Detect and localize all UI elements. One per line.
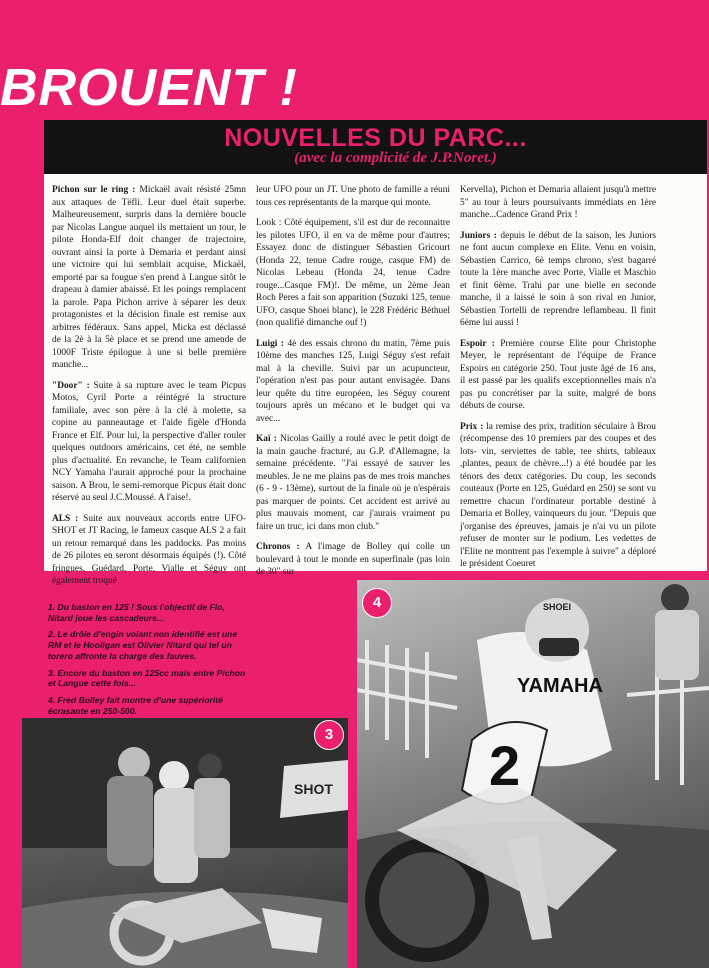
photo4-number: 2 [489, 734, 521, 797]
paragraph-text: Mickaël avait résisté 25mn aux attaques de Tëfli. Leur duel était superbe. Malheureusement, surpris dans la dernière boucle par Nicolas Langue auquel ils mettaient un tour, le pilote Honda-Elf doit changer de trajectoire, ouvrant ainsi la porte à Demaria et perdant ainsi une victoire qui lui semblait acquise, Mickaël, emporté par sa fougue s'en prend à Langue sitôt le drapeau à damier abaissé. Et les poings remplacent la parole. Papa Pichon arrive à séparer les deux protagonistes et la décision finale est remise aux arbitres fédéraux. Sans appel, Micka est déclassé de la 2è à la 5è place et se prend une amende de 1000F Triste épilogue à une si belle première manche... [52, 185, 246, 370]
photo4-badge: 4 [362, 588, 392, 618]
article-box [44, 120, 707, 586]
article-paragraph [256, 433, 450, 533]
paragraph-lead: "Door" : [52, 380, 90, 391]
paragraph-lead: ALS : [52, 513, 79, 524]
paragraph-text: Kervella), Pichon et Demaria allaient jusqu'à mettre 5" au tour à leurs poursuivants immédiats en 1ère manche...Cadence Grand Prix ! [460, 185, 656, 220]
photo3-sign-text: SHOT [294, 781, 333, 797]
paragraph-lead: Espoir : [460, 338, 495, 349]
photo3-badge: 3 [314, 720, 344, 750]
article-paragraph [256, 184, 450, 209]
paragraph-lead: Juniors : [460, 230, 497, 241]
article-paragraph [52, 184, 246, 372]
photo-pichon-langue [22, 718, 348, 968]
paragraph-text: A l'image de Bolley qui colle un boulevard à tout le monde en superfinale (pas loin de 30" sur [256, 542, 450, 577]
article-paragraph [460, 230, 656, 330]
caption-1: 1. Du baston en 125 ! Sous l'objectif de Flo, Nitard joue les cascadeurs... [48, 602, 225, 623]
article-title: NOUVELLES DU PARC... [224, 124, 527, 152]
caption-4: 4. Fred Bolley fait montre d'une supériorité écrasante en 250-500. [48, 695, 223, 716]
photo4-helmet-text: SHOEI [543, 602, 572, 612]
article-paragraph [256, 541, 450, 579]
article-paragraph [52, 380, 246, 505]
paragraph-text: Suite aux nouveaux accords entre UFO-SHOT et JT Racing, le fameux casque ALS 2 a fait un retour remarqué dans les paddocks. Pas moins de 26 pilotes en seront désormais équipés (!). Côté fringues, Guédard, Porte, Vialle et Séguy ont également troqué [52, 513, 247, 586]
article-paragraph [256, 217, 450, 330]
article-banner [44, 120, 707, 174]
photo4-illustration [357, 580, 709, 968]
paragraph-text: Nicolas Gailly a roulé avec le petit doigt de la main gauche fracturé, au G.P. d'Allemagne, la semaine précédente. "J'ai essayé de sauver les meubles. Je ne me plains pas de mes trois manches (6 - 9 - 13ème), surtout de la finale où je n'espérais pas marquer de points. Cet accident est arrivé au plus mauvais moment, car j'aurais vraiment pu faire un truc, ici dans mon club." [256, 434, 450, 532]
paragraph-text: 4è des essais chrono du matin, 7ème puis 10ème des manches 125, Luigi Séguy s'est refait mal à la cheville. Suivi par un acupuncteur, l'opération n'est pas pour autant envisagée. Dans leur quête du titre européen, les Séguy courent toujours après un mécano et le budget qui va avec... [256, 338, 450, 424]
paragraph-lead: Kaï : [256, 434, 277, 444]
paragraph-lead: Luigi : [256, 338, 284, 349]
paragraph-lead: Chronos : [256, 542, 300, 552]
article-paragraph [460, 338, 656, 413]
paragraph-text: Suite à sa rupture avec le team Picpus Motos, Cyril Porte a réintégré la structure familiale, avec son père à la clé à molette, sa copine au panneautage et l'aide figèle d'Honda France et Elf. Pour lui, la perspective d'aller rouler quelques outdoors américains, cet été, ne semble plus d'actualité. En revanche, le Team californien NCY Yamaha l'aurait approché pour la prochaine saison. A Brou, le semi-remorque Picpus était donc réservé au seul J.C.Moussé. A l'aise!. [52, 380, 246, 503]
article-paragraph [256, 338, 450, 426]
paragraph-lead: Pichon sur le ring : [52, 185, 136, 195]
paragraph-lead: Prix : [460, 421, 484, 432]
article-column-1 [52, 184, 246, 596]
article-paragraph [460, 421, 656, 571]
article-column-3 [460, 184, 656, 579]
article-paragraph [460, 184, 656, 222]
caption-3: 3. Encore du baston en 125cc mais entre Pichon et Langue cette fois... [48, 667, 246, 689]
paragraph-text: Look : Côté équipement, s'il est dur de reconnaitre les pilotes UFO, il en va de même pour d'autres; Essayez donc de distinguer Sébastien Gricourt (Honda 22, tenue Cadre rouge, casque FM) de Nicolas Lebeau (Honda 24, tenue Cadre rouge...Casque FM)!. De même, un 2ème Jean Roch Peres a fait son apparition (Suzuki 125, tenue UFO, casque Shoei blanc), le 228 Frédéric Béthuel (non qualifié dimanche ouf !) [256, 218, 450, 328]
photo-bolley-yamaha [357, 580, 709, 968]
paragraph-text: leur UFO pour un JT. Une photo de famille a réuni tous ces représentants de la marque qui monte. [256, 185, 450, 208]
article-subtitle: (avec la complicité de J.P.Noret.) [294, 150, 497, 166]
photo4-jersey-text: YAMAHA [517, 675, 603, 697]
article-paragraph [52, 513, 246, 588]
paragraph-text: la remise des prix, tradition séculaire à Brou (récompense des 10 premiers par des coupes et des lots- vin, serviettes de table, tee shirts, tableaux ,plantes, peaux de chèvre...!) a été boudée par les ténors des deux catégories. Du coup, les seconds couteaux (Porte en 125, Guédard en 250) se sont vu remettre chacun l'ordinateur portable destiné à Demaria et Bolley, vainqueurs du jour. "Depuis que j'organise des épreuves, jamais je n'ai vu un pilote refuser de monter sur le podium. Les vedettes de l'Elite ne montrent pas l'exemple à suivre" a déploré le président Coeuret [460, 421, 656, 569]
photo-captions [48, 602, 248, 723]
headline: BROUENT ! [0, 59, 298, 117]
paragraph-text: depuis le début de la saison, les Juniors ne font aucun complexe en Elite. Venu en voisin, Sébastien Carrico, 6è temps chrono, s'est bagarré toute la 1ère manche avec Porte, Vialle et Maschio et finit 6ème. Trahi par une bielle en seconde manche, il a laissé le soin à son rival en Junior, Sébastien Tortelli de reprendre leflambeau. Il finit 6ème lui aussi ! [460, 230, 657, 328]
paragraph-text: Première course Elite pour Christophe Meyer, le représentant de l'équipe de France Espoirs en catégorie 250. Tout juste âgé de 16 ans, il est passé par les qualifs exceptionnelles mais n'a pas pu concrétiser par la suite, malgré de bons débuts de course. [460, 338, 656, 411]
caption-2: 2. Le drôle d'engin volant non identifié est une RM et le Hooligan est Olivier Nitard qui tel un torero affronte la charge des fauves. [48, 629, 238, 661]
article-column-2 [256, 184, 450, 587]
photo3-illustration [22, 718, 348, 968]
